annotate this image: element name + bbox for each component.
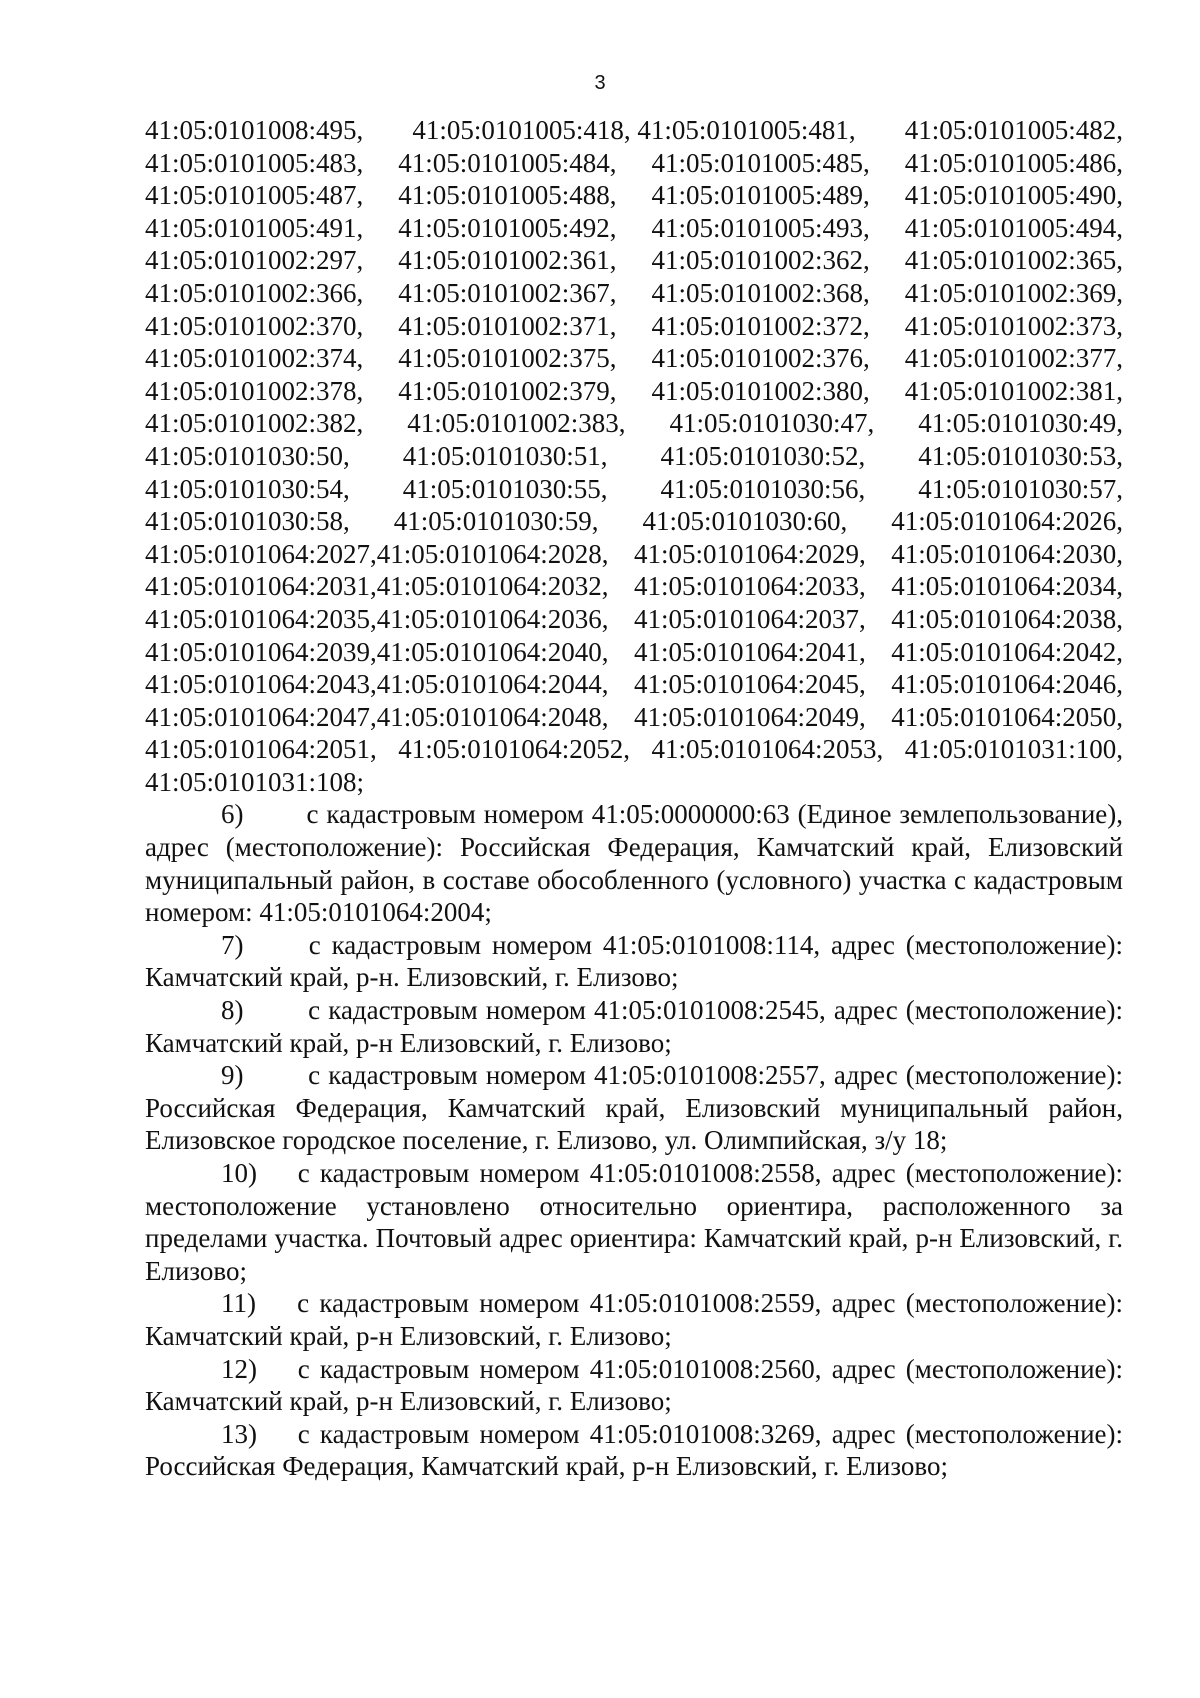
cadastral-number: 41:05:0101005:487,	[145, 180, 364, 211]
cadastral-number: 41:05:0101002:371,	[398, 310, 617, 341]
cadastral-number: 41:05:0101005:494,	[904, 212, 1123, 243]
cadastral-number: 41:05:0101030:54,	[145, 473, 350, 504]
cadastral-number: 41:05:0101064:2033,	[633, 571, 866, 602]
cadastral-number: 41:05:0101064:2047,41:05:0101064:2048,	[145, 701, 609, 732]
cadastral-list-line	[145, 570, 1123, 603]
cadastral-number: 41:05:0101005:491,	[145, 212, 364, 243]
cadastral-number: 41:05:0101002:375,	[398, 343, 617, 374]
cadastral-number: 41:05:0101005:493,	[651, 212, 870, 243]
cadastral-number-list	[145, 114, 1123, 798]
cadastral-number: 41:05:0101064:2050,	[891, 701, 1123, 732]
cadastral-number: 41:05:0101064:2026,	[891, 506, 1123, 537]
cadastral-number: 41:05:0101064:2051,	[145, 734, 377, 765]
cadastral-number: 41:05:0101002:370,	[145, 310, 364, 341]
cadastral-number: 41:05:0101064:2031,41:05:0101064:2032,	[145, 571, 609, 602]
cadastral-number: 41:05:0101002:379,	[398, 375, 617, 406]
cadastral-number: 41:05:0101002:361,	[398, 245, 617, 276]
document-body	[145, 114, 1123, 1483]
cadastral-list-line	[145, 342, 1123, 375]
page-number: 3	[594, 72, 606, 94]
cadastral-list-line	[145, 733, 1123, 766]
cadastral-list-line	[145, 375, 1123, 408]
cadastral-number: 41:05:0101030:49,	[918, 408, 1123, 439]
cadastral-number: 41:05:0101031:100,	[904, 734, 1123, 765]
cadastral-number: 41:05:0101002:362,	[651, 245, 870, 276]
cadastral-number: 41:05:0101030:55,	[402, 473, 608, 504]
cadastral-number: 41:05:0101005:482,	[904, 115, 1123, 145]
cadastral-number: 41:05:0101030:52,	[660, 440, 866, 471]
cadastral-number: 41:05:0101005:489,	[651, 180, 870, 211]
cadastral-number: 41:05:0101002:368,	[651, 277, 870, 308]
cadastral-number: 41:05:0101064:2053,	[651, 734, 884, 765]
cadastral-number: 41:05:0101064:2045,	[633, 669, 866, 700]
cadastral-number: 41:05:0101064:2029,	[633, 538, 866, 569]
list-item-10: 10) с кадастровым номером 41:05:0101008:2558, адрес (местоположение): местоположение установлено относительно ориентира, расположенного за пределами участка. Почтовый адрес ориентира: Камчатский край, р-н Елизовский, г. Елизово;	[145, 1158, 1123, 1286]
cadastral-list-line	[145, 440, 1123, 473]
cadastral-number: 41:05:0101064:2039,41:05:0101064:2040,	[145, 636, 609, 667]
cadastral-number: 41:05:0101008:495,	[145, 115, 364, 145]
cadastral-number: 41:05:0101005:490,	[904, 180, 1123, 211]
cadastral-number: 41:05:0101002:373,	[904, 310, 1123, 341]
cadastral-number: 41:05:0101002:381,	[904, 375, 1123, 406]
cadastral-number: 41:05:0101030:59,	[393, 506, 599, 537]
cadastral-number: 41:05:0101002:378,	[145, 375, 364, 406]
cadastral-number: 41:05:0101030:57,	[918, 473, 1123, 504]
cadastral-number: 41:05:0101005:483,	[145, 147, 364, 178]
cadastral-list-line	[145, 407, 1123, 440]
list-item-9: 9) с кадастровым номером 41:05:0101008:2557, адрес (местоположение): Российская Федерация, Камчатский край, Елизовский муниципальный район, Елизовское городское поселение, г. Елизово, ул. Олимпийская, з/у 18;	[145, 1060, 1123, 1156]
cadastral-list-line	[145, 538, 1123, 571]
cadastral-list-line	[145, 701, 1123, 734]
cadastral-number: 41:05:0101030:51,	[402, 440, 608, 471]
cadastral-number: 41:05:0101064:2041,	[633, 636, 866, 667]
cadastral-number: 41:05:0101064:2046,	[891, 669, 1123, 700]
cadastral-number: 41:05:0101030:47,	[669, 408, 875, 439]
cadastral-number: 41:05:0101002:382,	[145, 408, 364, 439]
cadastral-number: 41:05:0101064:2052,	[398, 734, 630, 765]
cadastral-list-line	[145, 277, 1123, 310]
cadastral-number: 41:05:0101005:486,	[904, 147, 1123, 178]
cadastral-number: 41:05:0101064:2027,41:05:0101064:2028,	[145, 538, 609, 569]
cadastral-number: 41:05:0101002:372,	[651, 310, 870, 341]
cadastral-number: 41:05:0101064:2030,	[891, 538, 1123, 569]
cadastral-list-line	[145, 473, 1123, 506]
cadastral-number: 41:05:0101005:485,	[651, 147, 870, 178]
cadastral-list-line	[145, 766, 1123, 799]
list-item-13: 13) с кадастровым номером 41:05:0101008:3269, адрес (местоположение): Российская Федерация, Камчатский край, р-н Елизовский, г. Елизово;	[145, 1418, 1123, 1482]
cadastral-number: 41:05:0101002:365,	[904, 245, 1123, 276]
cadastral-number: 41:05:0101005:484,	[398, 147, 617, 178]
cadastral-number: 41:05:0101002:369,	[904, 277, 1123, 308]
cadastral-number: 41:05:0101064:2043,41:05:0101064:2044,	[145, 669, 609, 700]
cadastral-number: 41:05:0101005:492,	[398, 212, 617, 243]
cadastral-list-line	[145, 310, 1123, 343]
cadastral-number: 41:05:0101064:2034,	[891, 571, 1123, 602]
cadastral-list-line	[145, 244, 1123, 277]
list-item-11: 11) с кадастровым номером 41:05:0101008:2559, адрес (местоположение): Камчатский край, р-н Елизовский, г. Елизово;	[145, 1288, 1123, 1351]
cadastral-list-line	[145, 505, 1123, 538]
cadastral-list-line	[145, 212, 1123, 245]
cadastral-list-line	[145, 114, 1123, 147]
cadastral-number: 41:05:0101064:2035,41:05:0101064:2036,	[145, 603, 609, 634]
cadastral-number: 41:05:0101002:380,	[651, 375, 870, 406]
cadastral-list-line	[145, 179, 1123, 212]
cadastral-number: 41:05:0101031:108;	[145, 766, 365, 797]
cadastral-number: 41:05:0101064:2042,	[891, 636, 1123, 667]
list-item-12: 12) с кадастровым номером 41:05:0101008:2560, адрес (местоположение): Камчатский край, р-н Елизовский, г. Елизово;	[145, 1353, 1123, 1417]
cadastral-number: 41:05:0101002:366,	[145, 277, 364, 308]
cadastral-list-line	[145, 668, 1123, 701]
cadastral-number: 41:05:0101064:2038,	[891, 603, 1123, 634]
cadastral-number: 41:05:0101005:488,	[398, 180, 617, 211]
cadastral-number: 41:05:0101030:60,	[642, 506, 848, 537]
cadastral-list-line	[145, 636, 1123, 669]
cadastral-number: 41:05:0101005:418, 41:05:0101005:481,	[412, 115, 856, 145]
cadastral-number: 41:05:0101002:297,	[145, 245, 364, 276]
list-item-6: 6) с кадастровым номером 41:05:0000000:63 (Единое землепользование), адрес (местоположение): Российская Федерация, Камчатский край, Елизовский муниципальный район, в составе обособленного (условного) участка с кадастровым номером: 41:05:0101064:2004;	[145, 799, 1123, 928]
cadastral-number: 41:05:0101030:58,	[145, 506, 350, 537]
cadastral-number: 41:05:0101064:2037,	[633, 603, 866, 634]
cadastral-number: 41:05:0101002:367,	[398, 277, 617, 308]
cadastral-number: 41:05:0101002:376,	[651, 343, 870, 374]
cadastral-number: 41:05:0101002:383,	[407, 408, 626, 439]
list-item-8: 8) с кадастровым номером 41:05:0101008:2545, адрес (местоположение): Камчатский край, р-н Елизовский, г. Елизово;	[145, 995, 1123, 1058]
cadastral-number: 41:05:0101030:53,	[918, 440, 1123, 471]
cadastral-number: 41:05:0101030:50,	[145, 440, 350, 471]
list-item-7: 7) с кадастровым номером 41:05:0101008:114, адрес (местоположение): Камчатский край, р-н. Елизовский, г. Елизово;	[145, 929, 1123, 993]
cadastral-list-line	[145, 147, 1123, 180]
cadastral-list-line	[145, 603, 1123, 636]
cadastral-number: 41:05:0101064:2049,	[633, 701, 866, 732]
cadastral-number: 41:05:0101030:56,	[660, 473, 866, 504]
cadastral-number: 41:05:0101002:374,	[145, 343, 364, 374]
cadastral-number: 41:05:0101002:377,	[904, 343, 1123, 374]
